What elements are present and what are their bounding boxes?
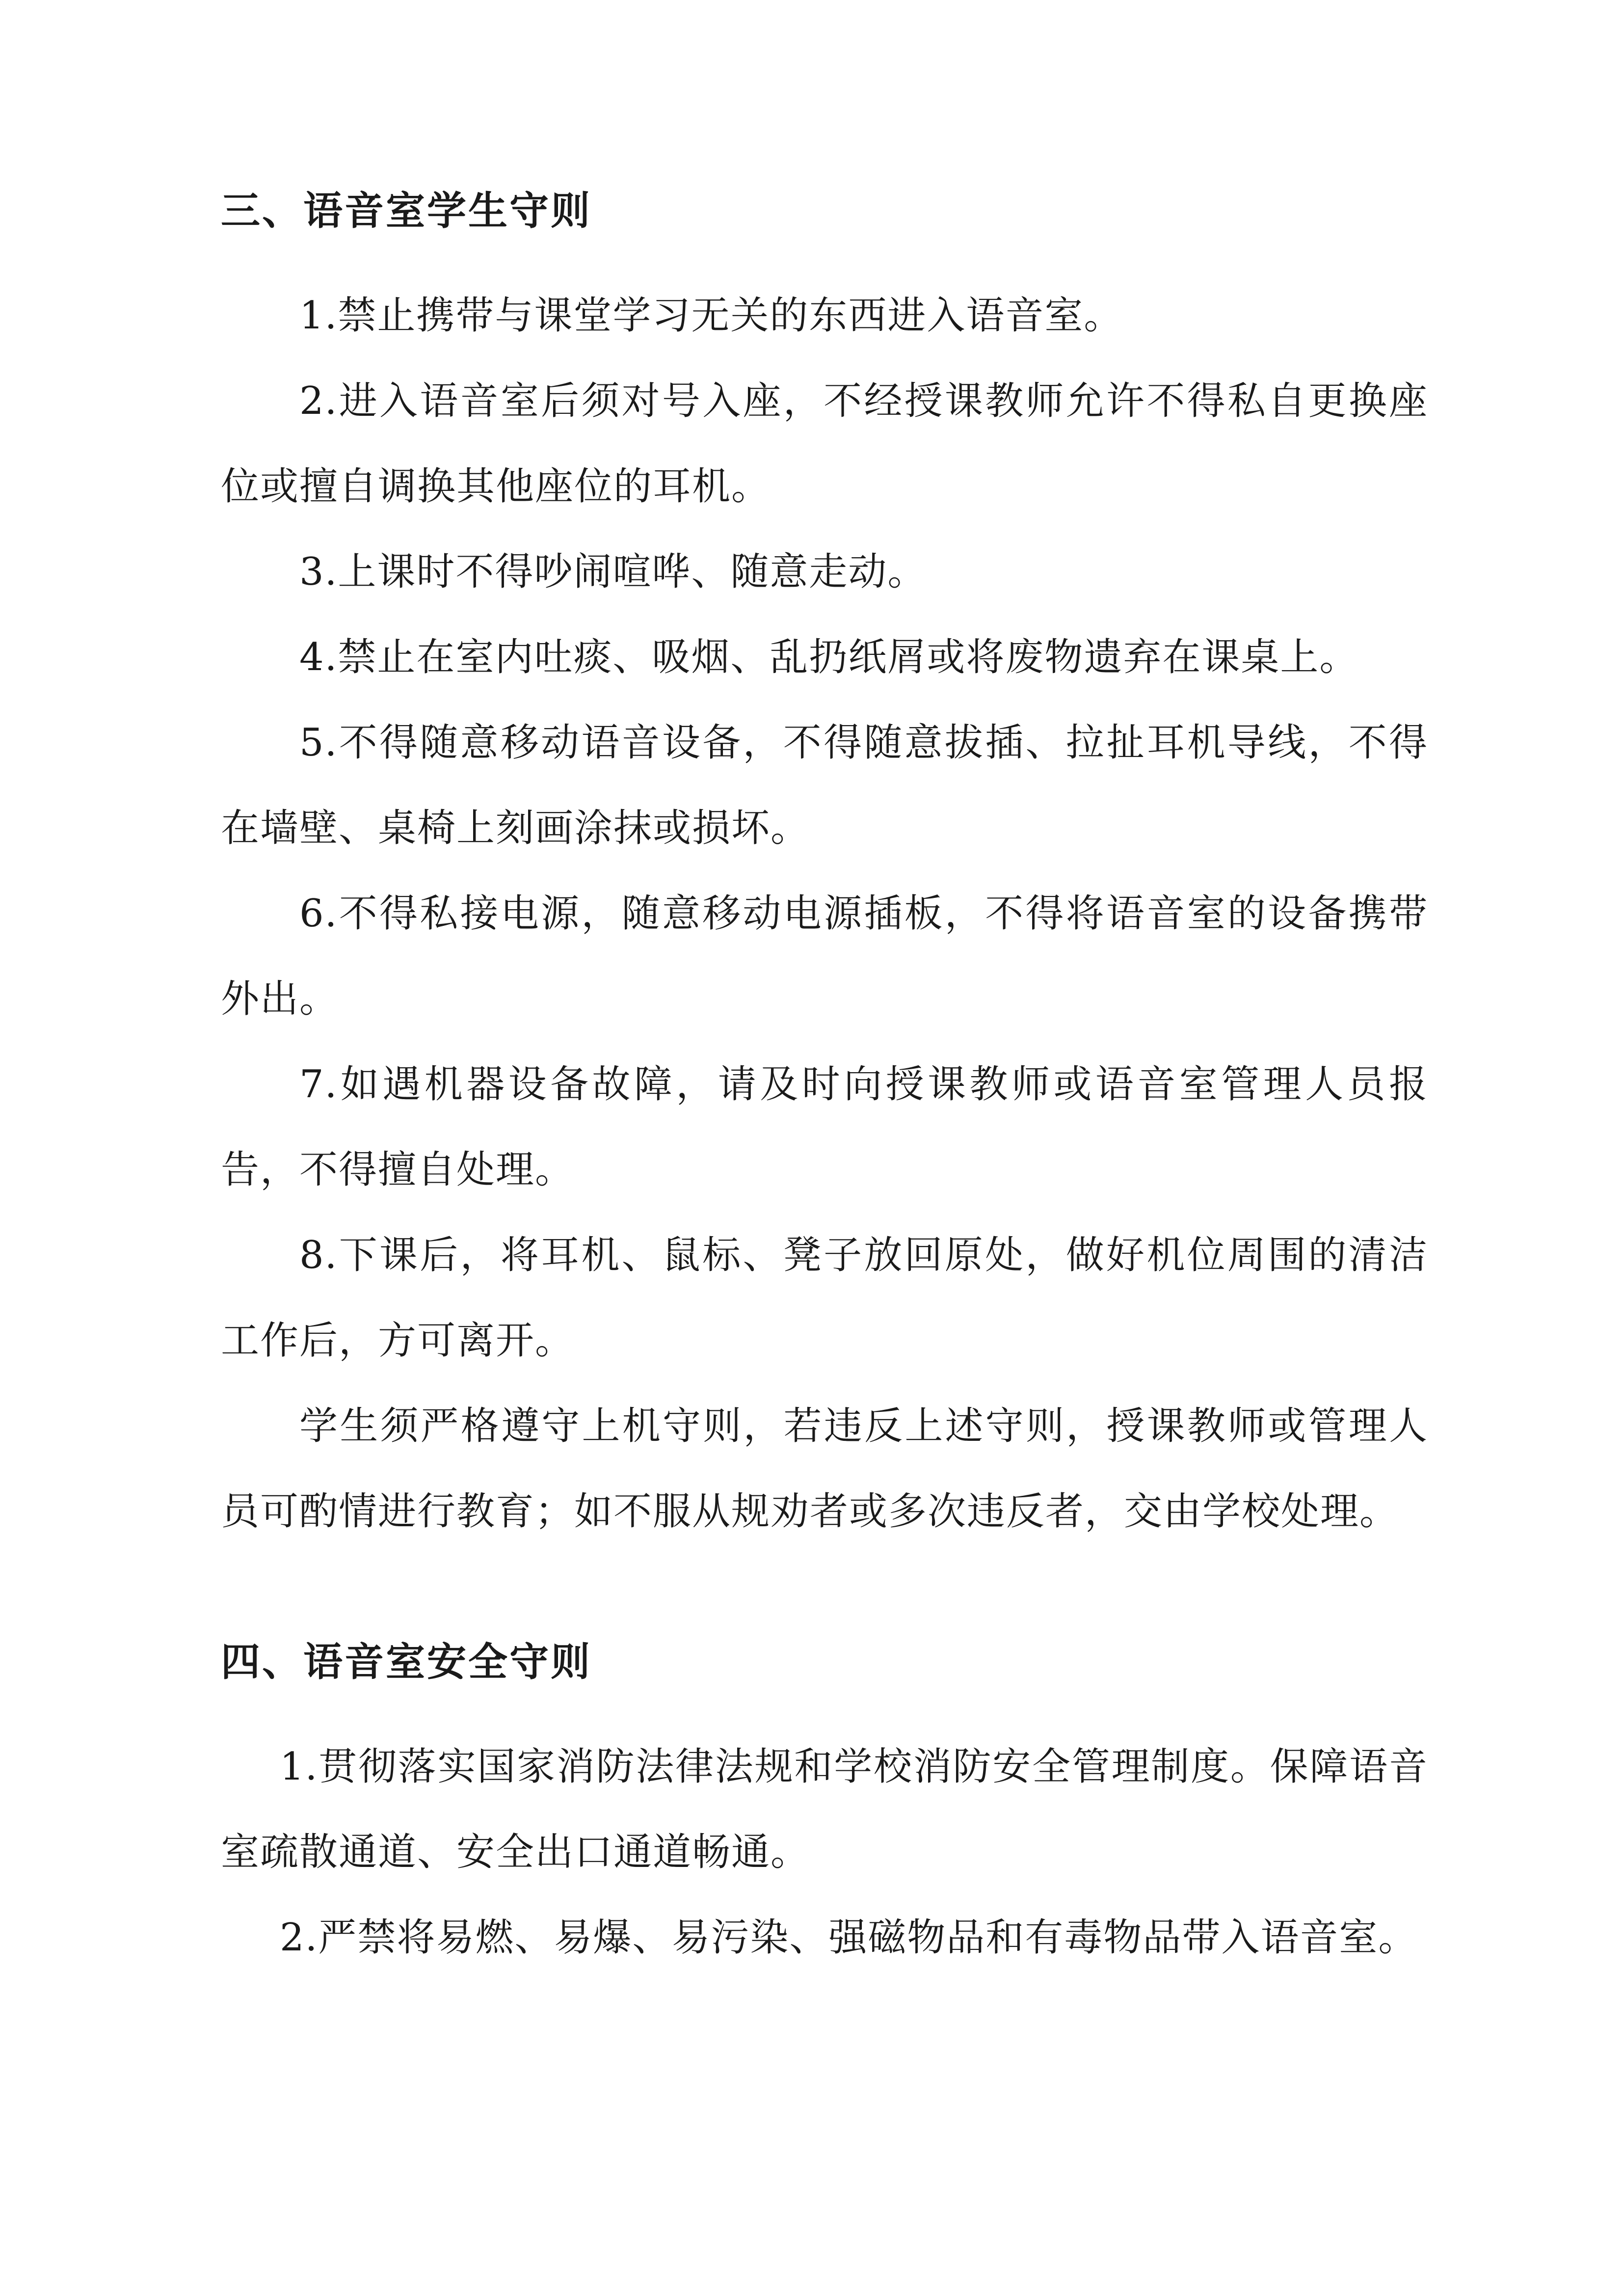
closing-paragraph: 学生须严格遵守上机守则，若违反上述守则，授课教师或管理人员可酌情进行教育；如不服从规劝者或多次违反者，交由学校处理。 xyxy=(221,1404,1428,1534)
rule-paragraph: 4.禁止在室内吐痰、吸烟、乱扔纸屑或将废物遗弃在课桌上。 xyxy=(299,635,1359,679)
section-safety-rules xyxy=(221,1638,1428,1980)
rule-paragraph: 5.不得随意移动语音设备，不得随意拔插、拉扯耳机导线，不得在墙壁、桌椅上刻画涂抹或损坏。 xyxy=(221,721,1428,850)
rule-paragraph: 3.上课时不得吵闹喧哗、随意走动。 xyxy=(299,550,927,594)
rule-paragraph: 1.禁止携带与课堂学习无关的东西进入语音室。 xyxy=(299,294,1123,338)
rule-paragraph: 2.严禁将易燃、易爆、易污染、强磁物品和有毒物品带入语音室。 xyxy=(280,1916,1418,1960)
section-student-rules xyxy=(221,187,1428,1554)
section-heading: 四、语音室安全守则 xyxy=(221,1639,592,1685)
rule-paragraph: 1.贯彻落实国家消防法律法规和学校消防安全管理制度。保障语音室疏散通道、安全出口通道畅通。 xyxy=(221,1745,1428,1874)
section-heading: 三、语音室学生守则 xyxy=(221,188,592,234)
rule-paragraph: 2.进入语音室后须对号入座，不经授课教师允许不得私自更换座位或擅自调换其他座位的耳机。 xyxy=(221,379,1428,509)
rule-paragraph: 6.不得私接电源，随意移动电源插板，不得将语音室的设备携带外出。 xyxy=(221,891,1428,1021)
document-page xyxy=(221,187,1428,1980)
rule-paragraph: 7.如遇机器设备故障，请及时向授课教师或语音室管理人员报告，不得擅自处理。 xyxy=(221,1062,1428,1192)
rule-paragraph: 8.下课后，将耳机、鼠标、凳子放回原处，做好机位周围的清洁工作后，方可离开。 xyxy=(221,1233,1428,1363)
